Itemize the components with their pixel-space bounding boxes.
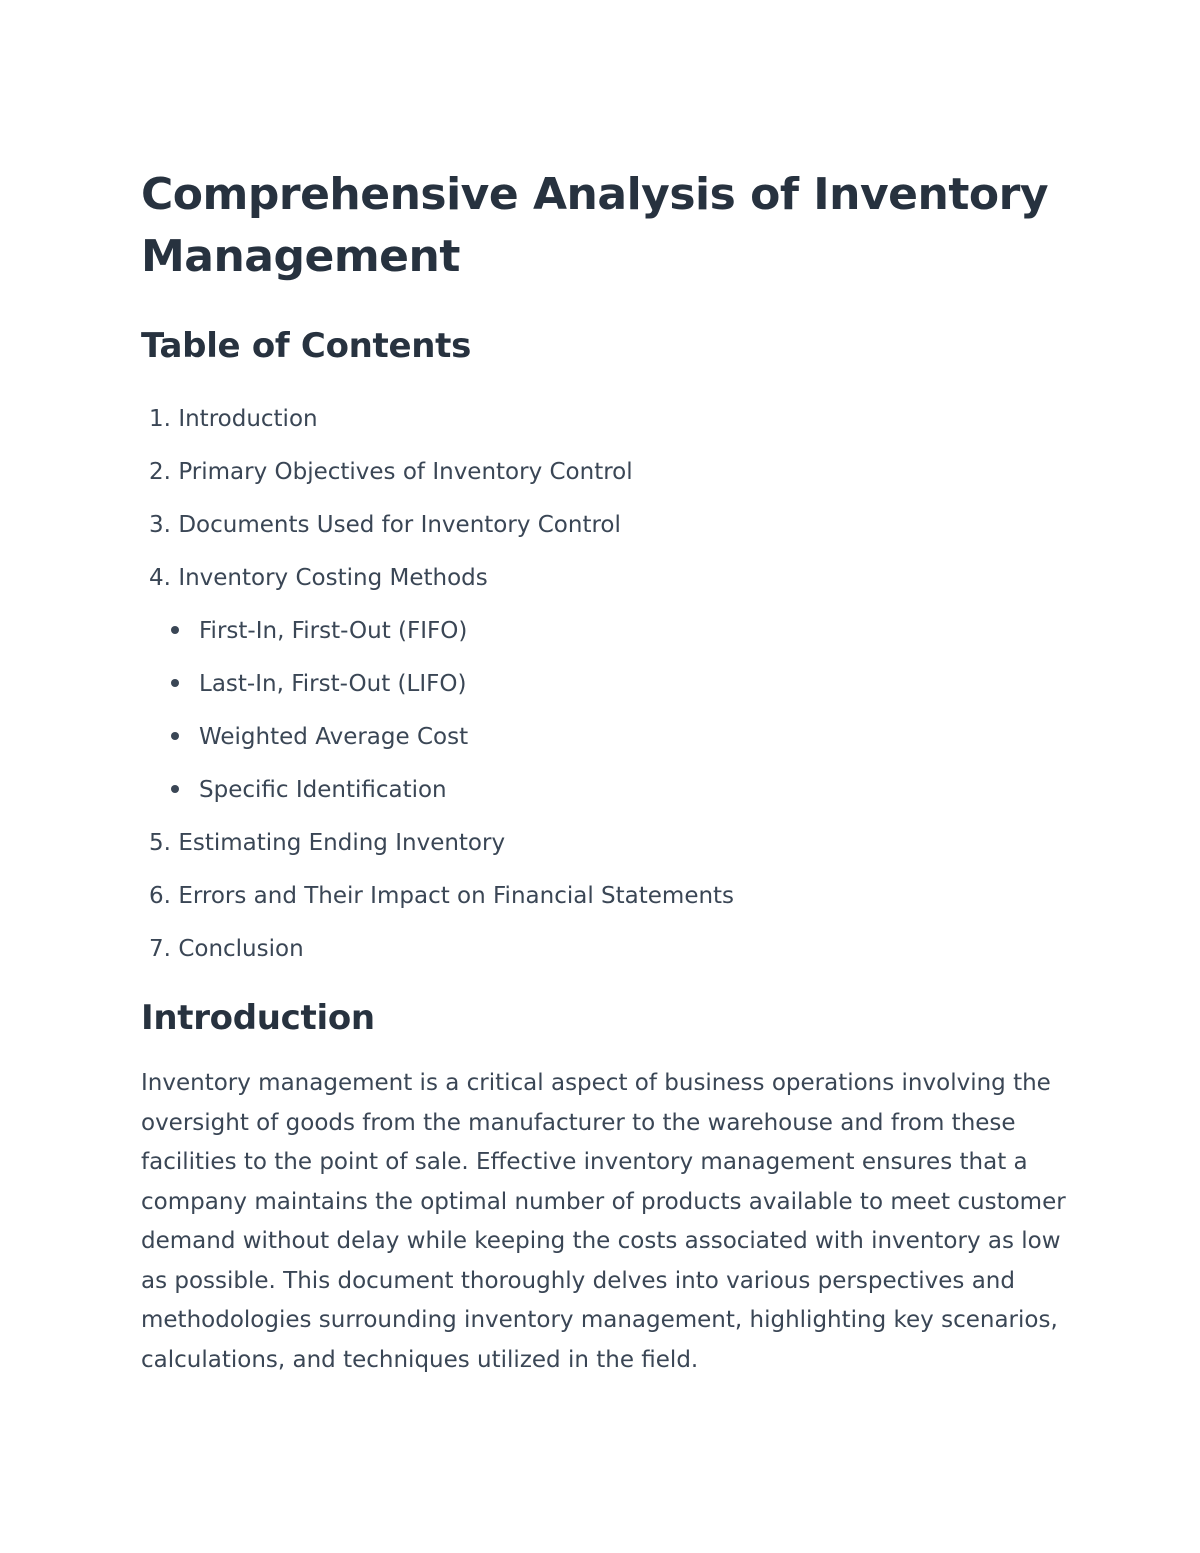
toc-item-label: Introduction (178, 406, 318, 432)
toc-subitem-label: Weighted Average Cost (199, 724, 469, 750)
toc-item-number: 5. (149, 830, 171, 856)
toc-item-number: 3. (149, 512, 171, 538)
toc-item-estimating-ending-inventory (141, 817, 1071, 870)
toc-subitem-lifo (141, 658, 1071, 711)
bullet-icon (171, 626, 179, 634)
table-of-contents (141, 393, 1071, 976)
toc-sublist (141, 605, 1071, 817)
toc-item-number: 6. (149, 883, 171, 909)
toc-item-number: 2. (149, 459, 171, 485)
toc-heading: Table of Contents (141, 326, 472, 366)
toc-item-costing-methods (141, 552, 1071, 605)
bullet-icon (171, 785, 179, 793)
toc-subitem-weighted-average (141, 711, 1071, 764)
toc-item-label: Estimating Ending Inventory (178, 830, 506, 856)
toc-item-label: Documents Used for Inventory Control (178, 512, 621, 538)
toc-item-label: Primary Objectives of Inventory Control (178, 459, 633, 485)
introduction-paragraph: Inventory management is a critical aspect of business operations involving the oversight of goods from the manufacturer to the warehouse and from these facilities to the point of sale. Effective inventory management ensures that a company maintains the optimal number of products available to meet customer demand without delay while keeping the costs associated with inventory as low as possible. This document thoroughly delves into various perspectives and methodologies surrounding inventory management, highlighting key scenarios, calculations, and techniques utilized in the field. (141, 1070, 1066, 1373)
toc-item-number: 7. (149, 936, 171, 962)
toc-item-label: Inventory Costing Methods (178, 565, 488, 591)
toc-item-label: Errors and Their Impact on Financial Statements (178, 883, 735, 909)
toc-item-errors-impact (141, 870, 1071, 923)
toc-item-number: 4. (149, 565, 171, 591)
bullet-icon (171, 732, 179, 740)
toc-item-documents-used (141, 499, 1071, 552)
toc-sublist-container (141, 605, 1071, 817)
toc-item-introduction (141, 393, 1071, 446)
toc-subitem-label: Specific Identification (199, 777, 447, 803)
toc-item-conclusion (141, 923, 1071, 976)
toc-subitem-specific-identification (141, 764, 1071, 817)
document-title: Comprehensive Analysis of Inventory Management (141, 169, 1048, 282)
toc-item-number: 1. (149, 406, 171, 432)
toc-subitem-label: First-In, First-Out (FIFO) (199, 618, 468, 644)
toc-subitem-fifo (141, 605, 1071, 658)
toc-item-primary-objectives (141, 446, 1071, 499)
bullet-icon (171, 679, 179, 687)
toc-item-label: Conclusion (178, 936, 304, 962)
introduction-heading: Introduction (141, 998, 375, 1038)
document-page (141, 164, 1071, 1380)
toc-subitem-label: Last-In, First-Out (LIFO) (199, 671, 467, 697)
